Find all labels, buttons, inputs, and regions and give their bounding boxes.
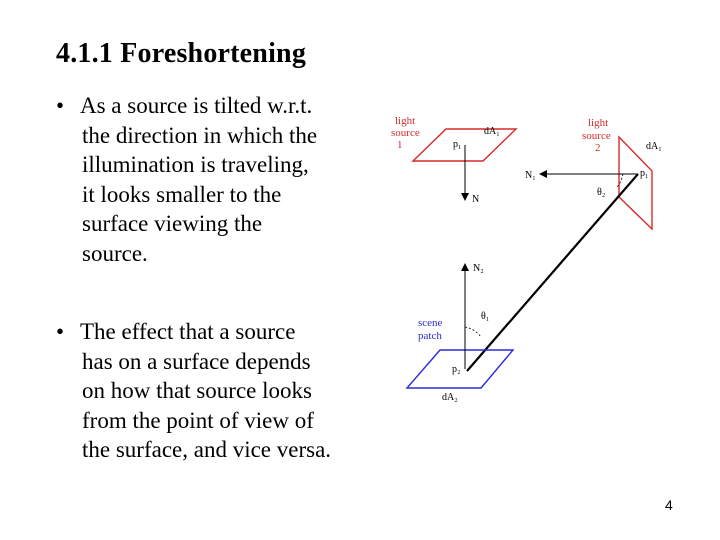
label-dA1-left: dA₁ [484, 126, 500, 137]
label-light-source-1-l3: 1 [397, 139, 403, 151]
label-scene-patch-l2: patch [418, 330, 442, 342]
normal-n-arrowhead [461, 193, 469, 201]
bullet-line: surface viewing the [82, 211, 263, 236]
bullet-text [80, 91, 386, 268]
bullet-line: on how that source looks [82, 378, 312, 403]
label-theta1: θ₁ [481, 311, 490, 322]
normal-n1-arrowhead [539, 170, 547, 178]
bullet-line: has on a surface depends [82, 348, 311, 374]
bullet-line: The effect that a source [80, 319, 296, 344]
label-light-source-2-l2: source [582, 130, 611, 142]
bullet-line: As a source is tilted w.r.t. [80, 93, 313, 118]
bullet-marker: • [56, 319, 65, 344]
bullet-line: the surface, and vice versa. [82, 437, 332, 462]
foreshortening-diagram [391, 105, 675, 405]
bullet-marker: • [56, 93, 65, 118]
label-N1: N₁ [525, 170, 536, 181]
theta1-arc [465, 327, 481, 337]
bullet-line: it looks smaller to the [82, 181, 282, 207]
bullet-line: source. [82, 240, 148, 266]
label-p2: p₂ [452, 364, 461, 375]
normal-n2-arrowhead [461, 263, 469, 271]
label-light-source-2-l3: 2 [595, 142, 601, 154]
page-number: 4 [665, 497, 673, 513]
label-p1-left: p₁ [453, 139, 462, 150]
label-dA1-right: dA₁ [646, 141, 662, 152]
bullet-line: the direction in which the [82, 122, 318, 148]
diagram-svg [391, 105, 675, 405]
label-N-left: N [472, 194, 480, 205]
label-light-source-2-l1: light [588, 117, 609, 129]
bullet-item-foreshortening [56, 91, 386, 268]
bullet-line: illumination is traveling, [82, 152, 309, 177]
bullet-text [80, 317, 386, 465]
bullet-line: from the point of view of [82, 407, 314, 433]
label-dA2: dA₂ [442, 392, 458, 403]
label-N2: N₂ [473, 263, 484, 274]
slide-title: 4.1.1 Foreshortening [56, 38, 307, 69]
bullet-item-effect [56, 317, 386, 465]
theta2-arc [617, 174, 623, 187]
label-light-source-1-l1: light [395, 115, 416, 127]
label-scene-patch-l1: scene [418, 317, 443, 329]
label-theta2: θ₂ [597, 187, 606, 198]
label-p1-right: p₁ [640, 168, 649, 179]
label-light-source-1-l2: source [391, 127, 420, 139]
ray-p1-p2 [467, 174, 638, 371]
